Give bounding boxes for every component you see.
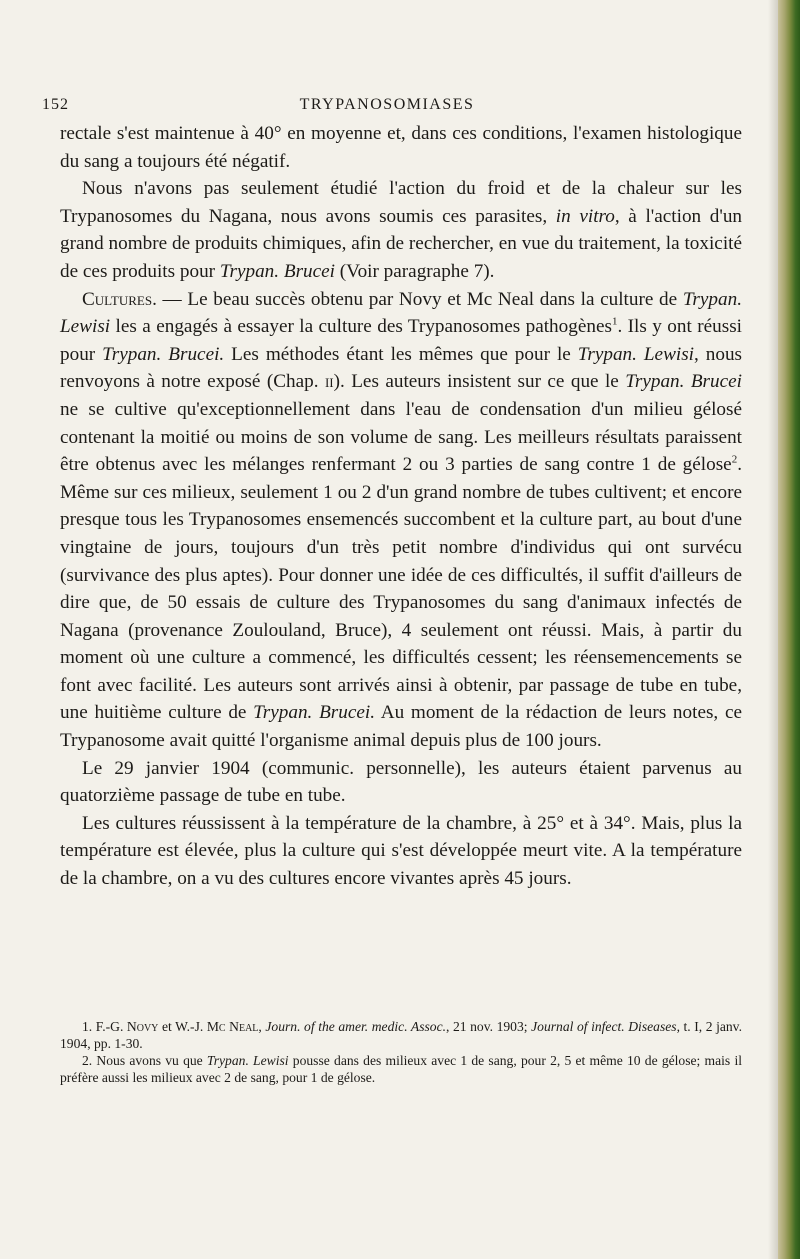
section-label: Cultures. bbox=[82, 288, 157, 310]
footnote-ref-2[interactable]: 2 bbox=[731, 453, 738, 466]
paragraph-5: Les cultures réussissent à la température de la chambre, à 25° et à 34°. Mais, plus la température est élevée, plus la culture qui s'est développée meurt vite. A la température de la chambre, on a vu des cultures encore vivantes après 45 jours. bbox=[60, 812, 742, 890]
paragraph-1: rectale s'est maintenue à 40° en moyenne et, dans ces conditions, l'examen histologique du sang a toujours été négatif. bbox=[60, 123, 742, 172]
page-number: 152 bbox=[42, 96, 69, 113]
body-text bbox=[60, 120, 742, 893]
page-header bbox=[42, 96, 732, 120]
paragraph-2: Nous n'avons pas seulement étudié l'action du froid et de la chaleur sur les Trypanosomes du Nagana, nous avons soumis ces parasites, in vitro, à l'action d'un grand nombre de produits chimiques, afin de rechercher, en vue du traitement, la toxicité de ces produits pour Trypan. Brucei (Voir paragraphe 7). bbox=[60, 178, 743, 282]
paragraph-cultures: Cultures. — Le beau succès obtenu par Novy et Mc Neal dans la culture de Trypan. Lewisi les a engagés à essayer la culture des Trypanosomes pathogènes$^1$. Ils y ont réussi pour Trypan. Brucei. Les méthodes étant les mêmes que pour le Trypan. Lewisi, nous renvoyons à notre exposé (Chap. ii). Les auteurs insistent sur ce que le Trypan. Brucei ne se cultive qu'exceptionnellement dans l'eau de condensation d'un milieu gélosé contenant la moitié ou moins de son volume de sang. Les meilleurs résultats paraissent être obtenus avec les mélanges renfermant 2 ou 3 parties de sang contre 1 de gélose$^2$. Même sur ces milieux, seulement 1 ou 2 d'un grand nombre de tubes cultivent; et encore presque tous les Trypanosomes ensemencés succombent et la culture part, au bout d'une vingtaine de jours, toujours d'un très petit nombre d'individus qui ont survécu (survivance des plus aptes). Pour donner une idée de ces difficultés, il suffit d'ailleurs de dire que, de 50 essais de culture des Trypanosomes du sang d'animaux infectés de Nagana (provenance Zoulouland, Bruce), 4 seulement ont réussi. Mais, à partir du moment où une culture a commencé, les difficultés cessent; les réensemencements se font avec facilité. Les auteurs sont arrivés ainsi à obtenir, par passage de tube en tube, une huitième culture de Trypan. Brucei. Au moment de la rédaction de leurs notes, ce Trypanosome avait quitté l'organisme animal depuis plus de 100 jours. bbox=[60, 288, 743, 752]
running-title: TRYPANOSOMIASES bbox=[299, 96, 475, 113]
page-edge-shadow bbox=[768, 0, 778, 1259]
book-cover-edge bbox=[778, 0, 800, 1259]
footnotes bbox=[60, 1018, 742, 1086]
paragraph-4: Le 29 janvier 1904 (communic. personnelle), les auteurs étaient parvenus au quatorzième passage de tube en tube. bbox=[60, 757, 742, 807]
footnote-1: 1. F.-G. Novy et W.-J. Mc Neal, Journ. of the amer. medic. Assoc., 21 nov. 1903; Journal of infect. Diseases, t. I, 2 janv. 1904, pp. 1-30. bbox=[60, 1019, 742, 1051]
footnote-2: 2. Nous avons vu que Trypan. Lewisi pousse dans des milieux avec 1 de sang, pour 2, 5 et même 10 de gélose; mais il préfère aussi les milieux avec 2 de sang, pour 1 de gélose. bbox=[60, 1053, 742, 1085]
footnote-ref-1[interactable]: 1 bbox=[611, 315, 618, 328]
